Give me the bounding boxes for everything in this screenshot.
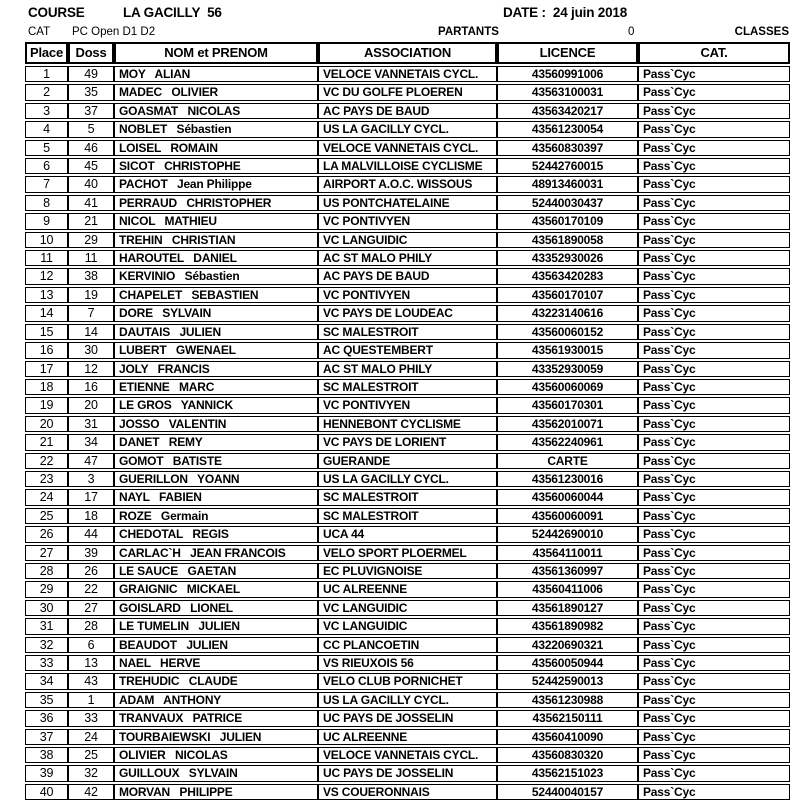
column-header-association: ASSOCIATION — [318, 42, 497, 64]
name-cell: OLIVIER NICOLAS — [114, 747, 318, 763]
place-cell: 1 — [25, 66, 68, 82]
doss-cell: 20 — [68, 397, 114, 413]
association-cell: UC PAYS DE JOSSELIN — [318, 765, 497, 781]
cat-cell: Pass`Cyc — [638, 121, 790, 137]
licence-cell: 43562240961 — [497, 434, 638, 450]
table-row — [25, 618, 790, 634]
doss-cell: 7 — [68, 305, 114, 321]
licence-cell: 43352930026 — [497, 250, 638, 266]
licence-cell: 43562010071 — [497, 416, 638, 432]
cat-cell: Pass`Cyc — [638, 140, 790, 156]
name-cell: GUERILLON YOANN — [114, 471, 318, 487]
table-row — [25, 508, 790, 524]
name-cell: NAYL FABIEN — [114, 489, 318, 505]
cat-cell: Pass`Cyc — [638, 692, 790, 708]
association-cell: UC ALREENNE — [318, 581, 497, 597]
place-cell: 37 — [25, 729, 68, 745]
licence-cell: 43563100031 — [497, 84, 638, 100]
cat-cell: Pass`Cyc — [638, 397, 790, 413]
cat-cell: Pass`Cyc — [638, 729, 790, 745]
licence-cell: 43561930015 — [497, 342, 638, 358]
association-cell: VELOCE VANNETAIS CYCL. — [318, 140, 497, 156]
licence-cell: 43560060069 — [497, 379, 638, 395]
doss-cell: 35 — [68, 84, 114, 100]
cat-cell: Pass`Cyc — [638, 600, 790, 616]
cat-cell: Pass`Cyc — [638, 176, 790, 192]
table-row — [25, 379, 790, 395]
association-cell: VC LANGUIDIC — [318, 232, 497, 248]
column-header-place: Place — [25, 42, 68, 64]
place-cell: 6 — [25, 158, 68, 174]
association-cell: SC MALESTROIT — [318, 324, 497, 340]
place-cell: 11 — [25, 250, 68, 266]
column-header-licence: LICENCE — [497, 42, 638, 64]
table-row — [25, 66, 790, 82]
place-cell: 21 — [25, 434, 68, 450]
table-row — [25, 195, 790, 211]
cat-cell: Pass`Cyc — [638, 195, 790, 211]
doss-cell: 49 — [68, 66, 114, 82]
table-row — [25, 158, 790, 174]
place-cell: 40 — [25, 784, 68, 800]
place-cell: 19 — [25, 397, 68, 413]
cat-cell: Pass`Cyc — [638, 581, 790, 597]
licence-cell: 43560050944 — [497, 655, 638, 671]
doss-cell: 32 — [68, 765, 114, 781]
licence-cell: CARTE — [497, 453, 638, 469]
name-cell: JOSSO VALENTIN — [114, 416, 318, 432]
table-row — [25, 324, 790, 340]
association-cell: US LA GACILLY CYCL. — [318, 471, 497, 487]
place-cell: 38 — [25, 747, 68, 763]
licence-cell: 43560411006 — [497, 581, 638, 597]
name-cell: LE GROS YANNICK — [114, 397, 318, 413]
place-cell: 36 — [25, 710, 68, 726]
table-row — [25, 600, 790, 616]
place-cell: 2 — [25, 84, 68, 100]
cat-cell: Pass`Cyc — [638, 471, 790, 487]
licence-cell: 43560830320 — [497, 747, 638, 763]
association-cell: HENNEBONT CYCLISME — [318, 416, 497, 432]
doss-cell: 19 — [68, 287, 114, 303]
association-cell: US LA GACILLY CYCL. — [318, 692, 497, 708]
name-cell: SICOT CHRISTOPHE — [114, 158, 318, 174]
date-value: DATE : 24 juin 2018 — [503, 5, 628, 20]
cat-cell: Pass`Cyc — [638, 379, 790, 395]
doss-cell: 14 — [68, 324, 114, 340]
association-cell: EC PLUVIGNOISE — [318, 563, 497, 579]
place-cell: 4 — [25, 121, 68, 137]
association-cell: SC MALESTROIT — [318, 489, 497, 505]
doss-cell: 25 — [68, 747, 114, 763]
results-table — [25, 40, 790, 800]
doss-cell: 28 — [68, 618, 114, 634]
association-cell: VELO SPORT PLOERMEL — [318, 545, 497, 561]
association-cell: VS RIEUXOIS 56 — [318, 655, 497, 671]
name-cell: LOISEL ROMAIN — [114, 140, 318, 156]
doss-cell: 40 — [68, 176, 114, 192]
association-cell: VELOCE VANNETAIS CYCL. — [318, 66, 497, 82]
table-row — [25, 747, 790, 763]
association-cell: VC LANGUIDIC — [318, 600, 497, 616]
name-cell: TREHUDIC CLAUDE — [114, 673, 318, 689]
doss-cell: 12 — [68, 361, 114, 377]
association-cell: AC ST MALO PHILY — [318, 361, 497, 377]
table-row — [25, 489, 790, 505]
cat-cell: Pass`Cyc — [638, 324, 790, 340]
association-cell: US LA GACILLY CYCL. — [318, 121, 497, 137]
licence-cell: 43561360997 — [497, 563, 638, 579]
table-row — [25, 268, 790, 284]
association-cell: VS COUERONNAIS — [318, 784, 497, 800]
licence-cell: 43560991006 — [497, 66, 638, 82]
place-cell: 18 — [25, 379, 68, 395]
association-cell: VC PAYS DE LOUDEAC — [318, 305, 497, 321]
table-row — [25, 103, 790, 119]
table-row — [25, 453, 790, 469]
doss-cell: 29 — [68, 232, 114, 248]
licence-cell: 43561230988 — [497, 692, 638, 708]
cat-cell: Pass`Cyc — [638, 250, 790, 266]
doss-cell: 30 — [68, 342, 114, 358]
table-row — [25, 545, 790, 561]
licence-cell: 43561230054 — [497, 121, 638, 137]
cat-cell: Pass`Cyc — [638, 637, 790, 653]
association-cell: VELOCE VANNETAIS CYCL. — [318, 747, 497, 763]
association-cell: AC ST MALO PHILY — [318, 250, 497, 266]
doss-cell: 17 — [68, 489, 114, 505]
licence-cell: 48913460031 — [497, 176, 638, 192]
name-cell: TREHIN CHRISTIAN — [114, 232, 318, 248]
cat-cell: Pass`Cyc — [638, 710, 790, 726]
doss-cell: 47 — [68, 453, 114, 469]
doss-cell: 5 — [68, 121, 114, 137]
association-cell: VC PONTIVYEN — [318, 287, 497, 303]
association-cell: US PONTCHATELAINE — [318, 195, 497, 211]
cat-cell: Pass`Cyc — [638, 232, 790, 248]
place-cell: 17 — [25, 361, 68, 377]
place-cell: 29 — [25, 581, 68, 597]
association-cell: VC PAYS DE LORIENT — [318, 434, 497, 450]
cat-cell: Pass`Cyc — [638, 673, 790, 689]
licence-cell: 43560060091 — [497, 508, 638, 524]
cat-cell: Pass`Cyc — [638, 342, 790, 358]
association-cell: UC ALREENNE — [318, 729, 497, 745]
place-cell: 14 — [25, 305, 68, 321]
name-cell: NICOL MATHIEU — [114, 213, 318, 229]
licence-cell: 43561230016 — [497, 471, 638, 487]
name-cell: PACHOT Jean Philippe — [114, 176, 318, 192]
licence-cell: 43560060152 — [497, 324, 638, 340]
doss-cell: 33 — [68, 710, 114, 726]
name-cell: HAROUTEL DANIEL — [114, 250, 318, 266]
association-cell: AC PAYS DE BAUD — [318, 103, 497, 119]
licence-cell: 43560060044 — [497, 489, 638, 505]
table-row — [25, 397, 790, 413]
name-cell: PERRAUD CHRISTOPHER — [114, 195, 318, 211]
doss-cell: 6 — [68, 637, 114, 653]
licence-cell: 43560170109 — [497, 213, 638, 229]
name-cell: BEAUDOT JULIEN — [114, 637, 318, 653]
page-header — [0, 0, 803, 40]
place-cell: 10 — [25, 232, 68, 248]
doss-cell: 42 — [68, 784, 114, 800]
place-cell: 24 — [25, 489, 68, 505]
licence-cell: 43561890982 — [497, 618, 638, 634]
place-cell: 34 — [25, 673, 68, 689]
licence-cell: 43560830397 — [497, 140, 638, 156]
place-cell: 28 — [25, 563, 68, 579]
cat-cell: Pass`Cyc — [638, 416, 790, 432]
licence-cell: 43562151023 — [497, 765, 638, 781]
name-cell: JOLY FRANCIS — [114, 361, 318, 377]
cat-cell: Pass`Cyc — [638, 489, 790, 505]
licence-cell: 43560170107 — [497, 287, 638, 303]
association-cell: UC PAYS DE JOSSELIN — [318, 710, 497, 726]
name-cell: GOMOT BATISTE — [114, 453, 318, 469]
licence-cell: 43561890058 — [497, 232, 638, 248]
doss-cell: 43 — [68, 673, 114, 689]
name-cell: KERVINIO Sébastien — [114, 268, 318, 284]
place-cell: 8 — [25, 195, 68, 211]
cat-cell: Pass`Cyc — [638, 361, 790, 377]
doss-cell: 41 — [68, 195, 114, 211]
results-body — [25, 66, 790, 800]
place-cell: 5 — [25, 140, 68, 156]
name-cell: DORE SYLVAIN — [114, 305, 318, 321]
table-row — [25, 250, 790, 266]
name-cell: TOURBAIEWSKI JULIEN — [114, 729, 318, 745]
table-row — [25, 526, 790, 542]
cat-cell: Pass`Cyc — [638, 287, 790, 303]
doss-cell: 1 — [68, 692, 114, 708]
table-row — [25, 765, 790, 781]
place-cell: 22 — [25, 453, 68, 469]
association-cell: VC PONTIVYEN — [318, 213, 497, 229]
table-row — [25, 637, 790, 653]
licence-cell: 43223140616 — [497, 305, 638, 321]
table-row — [25, 729, 790, 745]
name-cell: ADAM ANTHONY — [114, 692, 318, 708]
association-cell: AC PAYS DE BAUD — [318, 268, 497, 284]
doss-cell: 22 — [68, 581, 114, 597]
doss-cell: 38 — [68, 268, 114, 284]
cat-cell: Pass`Cyc — [638, 747, 790, 763]
cat-cell: Pass`Cyc — [638, 655, 790, 671]
table-row — [25, 176, 790, 192]
doss-cell: 21 — [68, 213, 114, 229]
association-cell: VC LANGUIDIC — [318, 618, 497, 634]
table-row — [25, 305, 790, 321]
place-cell: 31 — [25, 618, 68, 634]
place-cell: 26 — [25, 526, 68, 542]
place-cell: 32 — [25, 637, 68, 653]
doss-cell: 44 — [68, 526, 114, 542]
partants-label: PARTANTS — [438, 26, 499, 38]
cat-cell: Pass`Cyc — [638, 618, 790, 634]
name-cell: MOY ALIAN — [114, 66, 318, 82]
cat-cell: Pass`Cyc — [638, 563, 790, 579]
table-row — [25, 710, 790, 726]
table-row — [25, 213, 790, 229]
association-cell: VC PONTIVYEN — [318, 397, 497, 413]
name-cell: GOASMAT NICOLAS — [114, 103, 318, 119]
table-row — [25, 361, 790, 377]
association-cell: GUERANDE — [318, 453, 497, 469]
doss-cell: 46 — [68, 140, 114, 156]
name-cell: GRAIGNIC MICKAEL — [114, 581, 318, 597]
cat-value: PC Open D1 D2 — [72, 26, 156, 38]
association-cell: CC PLANCOETIN — [318, 637, 497, 653]
place-cell: 15 — [25, 324, 68, 340]
cat-cell: Pass`Cyc — [638, 66, 790, 82]
doss-cell: 24 — [68, 729, 114, 745]
cat-cell: Pass`Cyc — [638, 84, 790, 100]
name-cell: NAEL HERVE — [114, 655, 318, 671]
place-cell: 27 — [25, 545, 68, 561]
association-cell: VELO CLUB PORNICHET — [318, 673, 497, 689]
name-cell: ROZE Germain — [114, 508, 318, 524]
table-row — [25, 581, 790, 597]
licence-cell: 52440030437 — [497, 195, 638, 211]
name-cell: NOBLET Sébastien — [114, 121, 318, 137]
table-row — [25, 784, 790, 800]
cat-cell: Pass`Cyc — [638, 765, 790, 781]
doss-cell: 34 — [68, 434, 114, 450]
association-cell: UCA 44 — [318, 526, 497, 542]
place-cell: 33 — [25, 655, 68, 671]
course-label: COURSE — [28, 5, 85, 20]
association-cell: AC QUESTEMBERT — [318, 342, 497, 358]
table-row — [25, 434, 790, 450]
licence-cell: 43352930059 — [497, 361, 638, 377]
place-cell: 20 — [25, 416, 68, 432]
association-cell: SC MALESTROIT — [318, 379, 497, 395]
licence-cell: 52442690010 — [497, 526, 638, 542]
licence-cell: 43564110011 — [497, 545, 638, 561]
column-header-name: NOM et PRENOM — [114, 42, 318, 64]
association-cell: VC DU GOLFE PLOEREN — [318, 84, 497, 100]
doss-cell: 27 — [68, 600, 114, 616]
table-header-row — [25, 42, 790, 64]
doss-cell: 13 — [68, 655, 114, 671]
licence-cell: 43563420283 — [497, 268, 638, 284]
column-header-doss: Doss — [68, 42, 114, 64]
cat-cell: Pass`Cyc — [638, 213, 790, 229]
place-cell: 12 — [25, 268, 68, 284]
table-row — [25, 287, 790, 303]
association-cell: LA MALVILLOISE CYCLISME — [318, 158, 497, 174]
cat-cell: Pass`Cyc — [638, 268, 790, 284]
name-cell: LE TUMELIN JULIEN — [114, 618, 318, 634]
licence-cell: 52442760015 — [497, 158, 638, 174]
licence-cell: 43560410090 — [497, 729, 638, 745]
partants-value: 0 — [628, 26, 635, 38]
place-cell: 16 — [25, 342, 68, 358]
table-row — [25, 121, 790, 137]
place-cell: 13 — [25, 287, 68, 303]
cat-cell: Pass`Cyc — [638, 508, 790, 524]
licence-cell: 43220690321 — [497, 637, 638, 653]
classes-label: CLASSES — [734, 26, 789, 38]
name-cell: LUBERT GWENAEL — [114, 342, 318, 358]
doss-cell: 39 — [68, 545, 114, 561]
doss-cell: 37 — [68, 103, 114, 119]
doss-cell: 26 — [68, 563, 114, 579]
table-row — [25, 673, 790, 689]
cat-cell: Pass`Cyc — [638, 305, 790, 321]
place-cell: 30 — [25, 600, 68, 616]
cat-label: CAT — [28, 26, 51, 38]
cat-cell: Pass`Cyc — [638, 453, 790, 469]
name-cell: ETIENNE MARC — [114, 379, 318, 395]
doss-cell: 11 — [68, 250, 114, 266]
name-cell: GUILLOUX SYLVAIN — [114, 765, 318, 781]
course-value: LA GACILLY 56 — [123, 5, 222, 20]
table-row — [25, 232, 790, 248]
licence-cell: 43560170301 — [497, 397, 638, 413]
cat-cell: Pass`Cyc — [638, 158, 790, 174]
place-cell: 35 — [25, 692, 68, 708]
place-cell: 7 — [25, 176, 68, 192]
doss-cell: 18 — [68, 508, 114, 524]
table-row — [25, 84, 790, 100]
name-cell: LE SAUCE GAETAN — [114, 563, 318, 579]
name-cell: CARLAC`H JEAN FRANCOIS — [114, 545, 318, 561]
doss-cell: 31 — [68, 416, 114, 432]
doss-cell: 16 — [68, 379, 114, 395]
cat-cell: Pass`Cyc — [638, 545, 790, 561]
licence-cell: 43563420217 — [497, 103, 638, 119]
doss-cell: 45 — [68, 158, 114, 174]
table-row — [25, 140, 790, 156]
association-cell: AIRPORT A.O.C. WISSOUS — [318, 176, 497, 192]
table-row — [25, 342, 790, 358]
association-cell: SC MALESTROIT — [318, 508, 497, 524]
doss-cell: 3 — [68, 471, 114, 487]
place-cell: 9 — [25, 213, 68, 229]
licence-cell: 43561890127 — [497, 600, 638, 616]
licence-cell: 52442590013 — [497, 673, 638, 689]
name-cell: GOISLARD LIONEL — [114, 600, 318, 616]
licence-cell: 52440040157 — [497, 784, 638, 800]
name-cell: CHEDOTAL REGIS — [114, 526, 318, 542]
licence-cell: 43562150111 — [497, 710, 638, 726]
cat-cell: Pass`Cyc — [638, 526, 790, 542]
table-row — [25, 692, 790, 708]
column-header-cat: CAT. — [638, 42, 790, 64]
name-cell: TRANVAUX PATRICE — [114, 710, 318, 726]
name-cell: MADEC OLIVIER — [114, 84, 318, 100]
cat-cell: Pass`Cyc — [638, 784, 790, 800]
place-cell: 25 — [25, 508, 68, 524]
name-cell: CHAPELET SEBASTIEN — [114, 287, 318, 303]
place-cell: 39 — [25, 765, 68, 781]
name-cell: DANET REMY — [114, 434, 318, 450]
table-row — [25, 563, 790, 579]
place-cell: 3 — [25, 103, 68, 119]
place-cell: 23 — [25, 471, 68, 487]
table-row — [25, 471, 790, 487]
cat-cell: Pass`Cyc — [638, 103, 790, 119]
table-row — [25, 416, 790, 432]
name-cell: DAUTAIS JULIEN — [114, 324, 318, 340]
name-cell: MORVAN PHILIPPE — [114, 784, 318, 800]
table-row — [25, 655, 790, 671]
cat-cell: Pass`Cyc — [638, 434, 790, 450]
